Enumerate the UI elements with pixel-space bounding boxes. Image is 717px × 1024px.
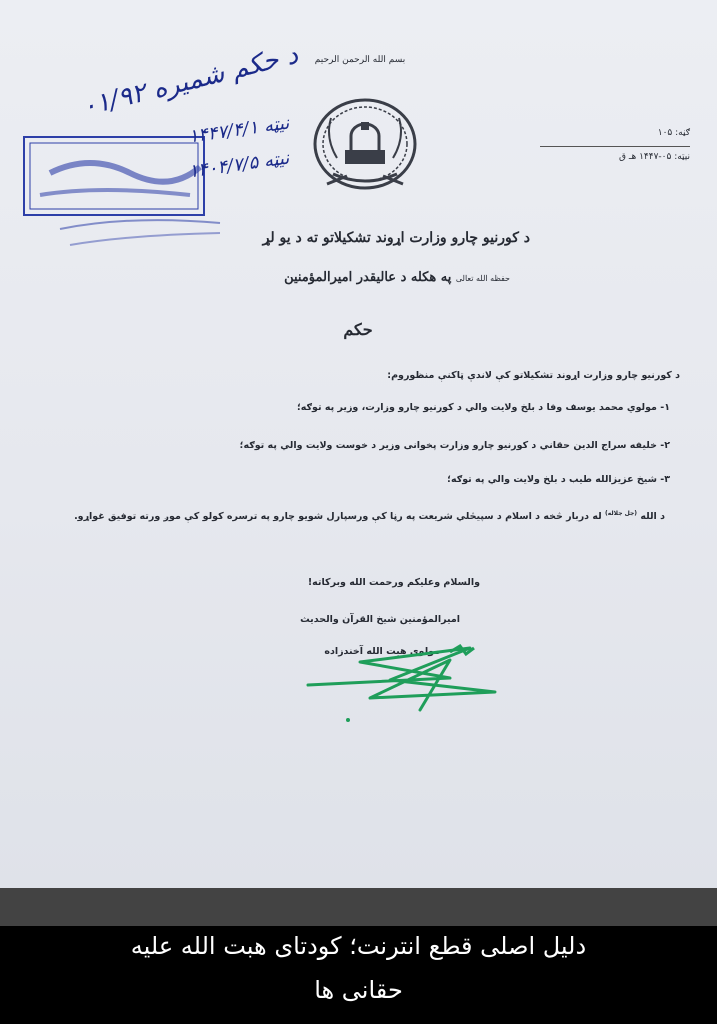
emirate-emblem-icon <box>305 88 425 198</box>
reference-number: ګڼه: ۱۰۵ <box>657 128 690 138</box>
bismillah-header: بسم الله الرحمن الرحیم <box>314 55 406 65</box>
caption-line-2: حقانی ها <box>314 976 403 1004</box>
reference-divider <box>540 146 690 147</box>
addressee-line: د کورنیو چارو وزارت اړوند تشکیلاتو ته د یو لړ <box>262 230 530 246</box>
decree-closing <box>74 510 665 523</box>
caption-line-1: دلیل اصلی قطع انترنت؛ کودتای هبت الله علیه <box>130 932 587 960</box>
handwritten-signature <box>300 640 510 725</box>
closing-superscript: (جل جلاله) <box>605 510 638 517</box>
handwritten-date-2: نیټه ۱۴۰۴/۷/۵ <box>187 147 291 183</box>
issuer-text: په هکله د عالیقدر امیرالمؤمنین <box>284 270 452 285</box>
signer-title: امیرالمؤمنین شیخ القرآن والحدیث <box>300 614 460 625</box>
handwritten-date-1: نیټه ۱۴۴۷/۴/۱ <box>187 112 291 148</box>
decree-title: حکم <box>343 320 373 339</box>
closing-rest: له دربار څخه د اسلام د سپیڅلي شریعت په رڼا کې ورسپارل شویو چارو په ترسره کولو کې موږ ورته توفیق غواړو. <box>74 511 602 523</box>
caption-bar <box>0 926 717 1024</box>
decree-item: ۱- مولوي محمد یوسف وفا د بلخ ولایت والي د کورنیو چارو وزارت، وزیر په توګه؛ <box>296 402 670 413</box>
decree-item: ۳- شیخ عزیزالله طیب د بلخ ولایت والي په توګه؛ <box>447 474 670 485</box>
screenshot-gray-band <box>0 888 717 930</box>
closing-prefix: د الله <box>640 511 665 523</box>
signer-name: مولوی هبت الله آخندزاده <box>324 646 440 657</box>
salutation: والسلام وعلیکم ورحمت الله وبرکاته! <box>307 577 480 588</box>
reference-date: نیټه: ۰۵-۱۴۴۷ هـ ق <box>618 152 690 162</box>
decree-item: ۲- خلیفه سراج الدین حقاني د کورنیو چارو وزارت پخوانی وزیر د خوست ولایت والي په توګه؛ <box>239 440 670 451</box>
handwritten-registration: د حکم شمیره ۰۱/۹۲ <box>79 39 302 123</box>
issuer-line <box>230 270 510 285</box>
decree-intro: د کورنیو چارو وزارت اړوند تشکیلاتو کې لاندې ټاکنې منظوروم: <box>387 370 680 381</box>
issuer-honorific: حفظه الله تعالی <box>455 274 510 283</box>
